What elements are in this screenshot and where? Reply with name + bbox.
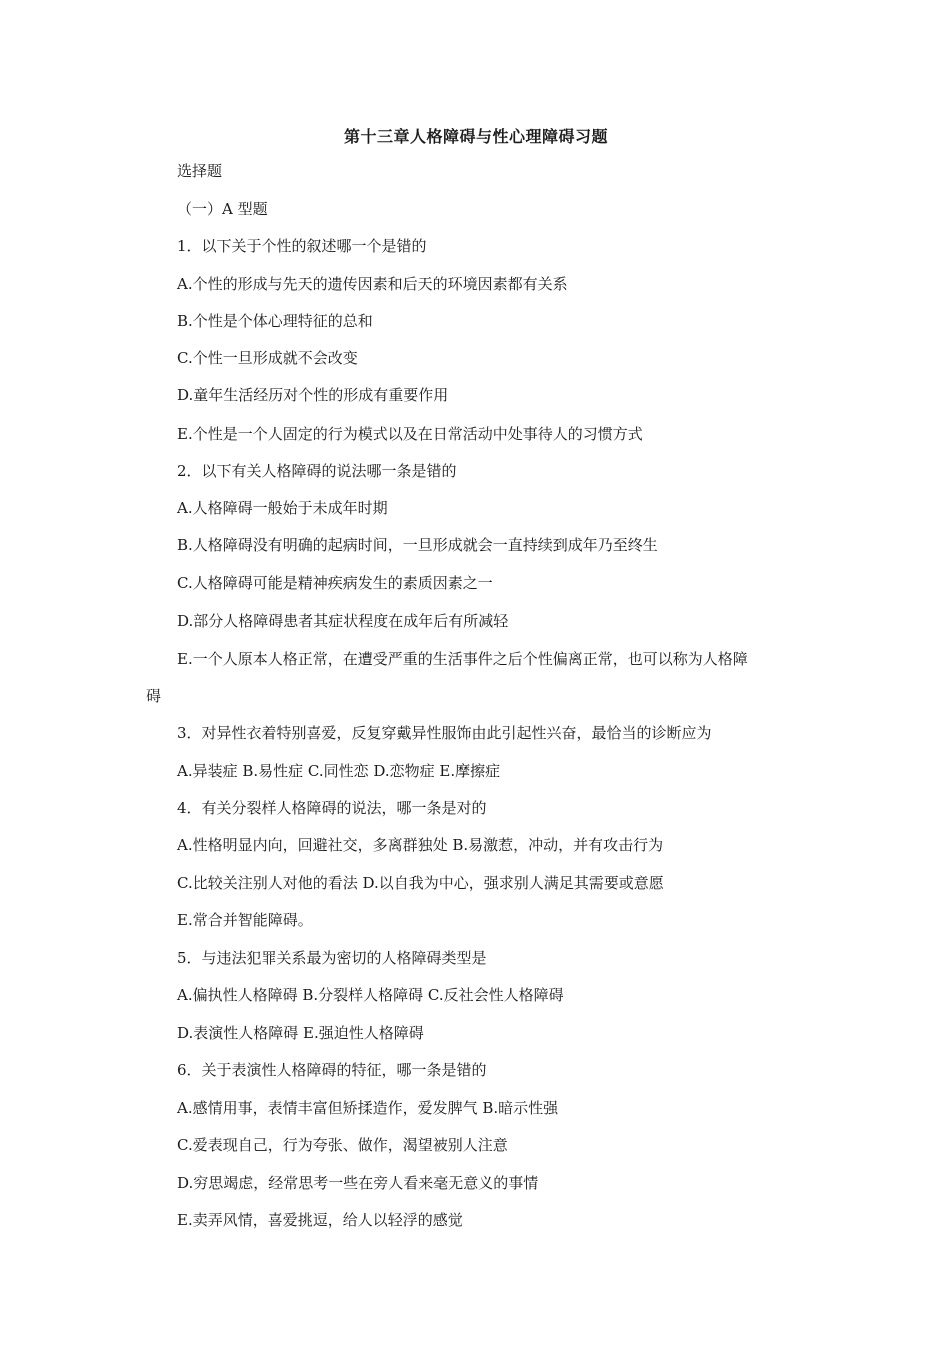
question-4-options-ab: A.性格明显内向，回避社交，多离群独处 B.易激惹，冲动，并有攻击行为 [177, 836, 664, 854]
question-2-option-e-continued: 碍 [146, 687, 162, 705]
question-6-option-d: D.穷思竭虑，经常思考一些在旁人看来毫无意义的事情 [177, 1174, 539, 1192]
question-5-options-abc: A.偏执性人格障碍 B.分裂样人格障碍 C.反社会性人格障碍 [177, 986, 564, 1004]
question-3: 3．对异性衣着特别喜爱，反复穿戴异性服饰由此引起性兴奋，最恰当的诊断应为 [177, 724, 712, 742]
question-2-option-d: D.部分人格障碍患者其症状程度在成年后有所减轻 [177, 612, 509, 630]
section-heading: 选择题 [177, 162, 223, 180]
question-4: 4．有关分裂样人格障碍的说法，哪一条是对的 [177, 799, 487, 817]
question-2: 2．以下有关人格障碍的说法哪一条是错的 [177, 462, 457, 480]
document-title: 第十三章人格障碍与性心理障碍习题 [343, 127, 608, 146]
question-3-options: A.异装症 B.易性症 C.同性恋 D.恋物症 E.摩擦症 [177, 762, 501, 780]
question-4-option-e: E.常合并智能障碍。 [177, 911, 313, 929]
question-6: 6．关于表演性人格障碍的特征，哪一条是错的 [177, 1061, 487, 1079]
question-5-options-de: D.表演性人格障碍 E.强迫性人格障碍 [177, 1024, 424, 1042]
question-1-option-c: C.个性一旦形成就不会改变 [177, 349, 358, 367]
question-2-option-e: E.一个人原本人格正常，在遭受严重的生活事件之后个性偏离正常，也可以称为人格障 [177, 650, 748, 668]
question-1-option-e: E.个性是一个人固定的行为模式以及在日常活动中处事待人的习惯方式 [177, 425, 643, 443]
subsection-heading: （一）A 型题 [177, 200, 268, 218]
question-1: 1．以下关于个性的叙述哪一个是错的 [177, 237, 427, 255]
question-1-option-b: B.个性是个体心理特征的总和 [177, 312, 373, 330]
question-1-option-a: A.个性的形成与先天的遗传因素和后天的环境因素都有关系 [177, 275, 568, 293]
question-4-options-cd: C.比较关注别人对他的看法 D.以自我为中心，强求别人满足其需要或意愿 [177, 874, 664, 892]
question-6-option-c: C.爱表现自己，行为夸张、做作，渴望被别人注意 [177, 1136, 508, 1154]
question-2-option-c: C.人格障碍可能是精神疾病发生的素质因素之一 [177, 574, 493, 592]
question-6-option-e: E.卖弄风情，喜爱挑逗，给人以轻浮的感觉 [177, 1211, 463, 1229]
question-2-option-b: B.人格障碍没有明确的起病时间，一旦形成就会一直持续到成年乃至终生 [177, 536, 658, 554]
question-5: 5．与违法犯罪关系最为密切的人格障碍类型是 [177, 949, 487, 967]
question-2-option-a: A.人格障碍一般始于未成年时期 [177, 499, 388, 517]
question-1-option-d: D.童年生活经历对个性的形成有重要作用 [177, 386, 449, 404]
question-6-options-ab: A.感情用事，表情丰富但矫揉造作，爱发脾气 B.暗示性强 [177, 1099, 559, 1117]
